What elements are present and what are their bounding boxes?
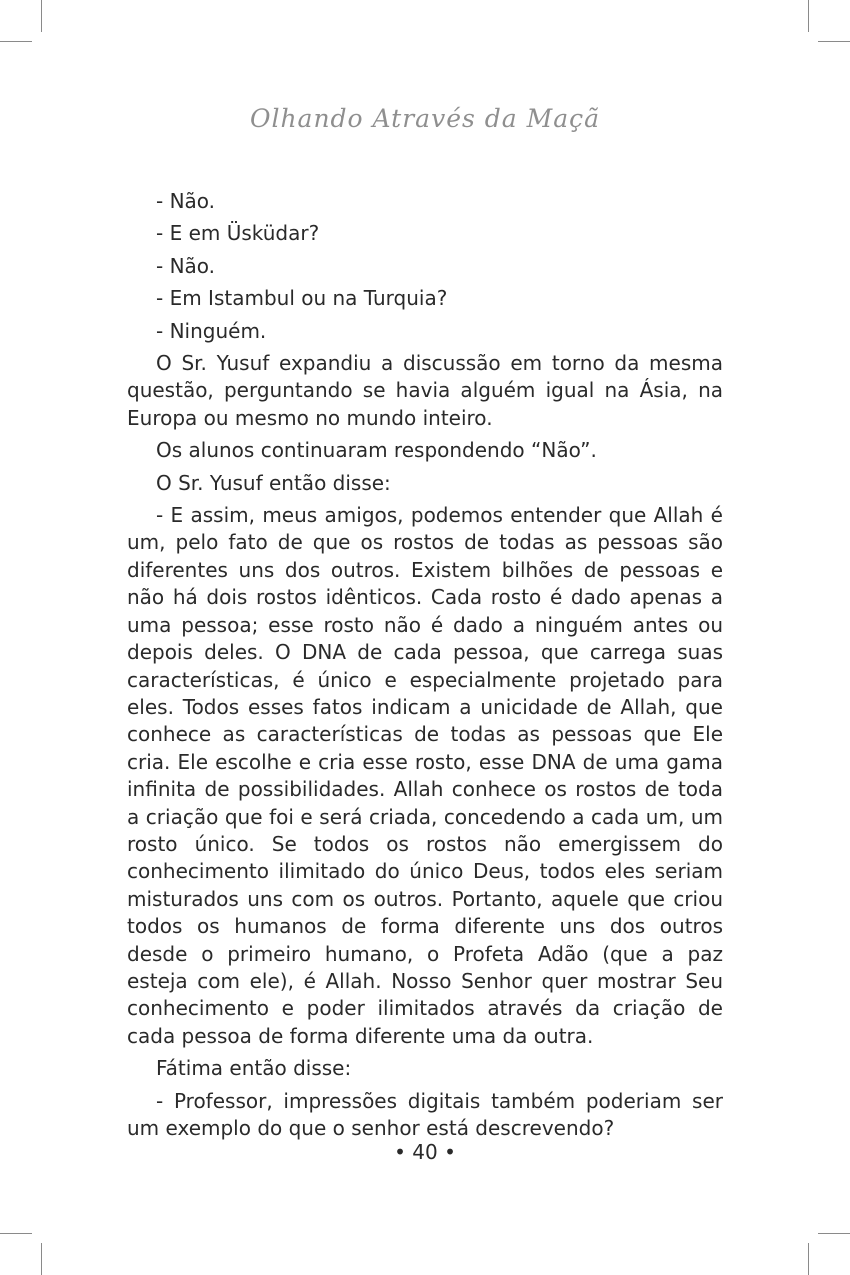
- crop-mark-bottom-right-horizontal: [818, 1233, 850, 1234]
- dialogue-line: - Não.: [156, 253, 216, 278]
- crop-mark-bottom-left-horizontal: [0, 1233, 32, 1234]
- crop-mark-top-right-vertical: [808, 0, 809, 32]
- crop-mark-bottom-right-vertical: [808, 1243, 809, 1275]
- dialogue-line: - Não.: [156, 189, 216, 213]
- dialogue-line: - Em Istambul ou na Turquia?: [156, 286, 448, 311]
- crop-mark-top-left-horizontal: [0, 41, 32, 42]
- paragraph: - E assim, meus amigos, podemos entender que Allah é um, pelo fato de que os rostos de todas as pessoas são diferentes uns dos outros. Existem bilhões de pessoas e não há dois rostos idênticos. Cada rosto é dado apenas a uma pessoa; esse rosto não é dado a ninguém antes ou depois deles. O DNA de cada pessoa, que carrega suas características, é único e especialmente projetado para eles. Todos esses fatos indicam a unicidade de Allah, que conhece as características de todas as pessoas que Ele cria. Ele escolhe e cria esse rosto, esse DNA de uma gama infinita de possibilidades. Allah conhece os rostos de toda a criação que foi e será criada, concedendo a cada um, um rosto único. Se todos os rostos não emergissem do conhecimento ilimitado do único Deus, todos eles seriam misturados uns com os outros. Portanto, aquele que criou todos os humanos de forma diferente uns dos outros desde o primeiro humano, o Profeta Adão (que a paz esteja com ele), é Allah. Nosso Senhor quer mostrar Seu conhecimento e poder ilimitados através da criação de cada pessoa de forma diferente uma da outra.: [127, 503, 723, 1048]
- crop-mark-top-left-vertical: [41, 0, 42, 32]
- dialogue-line: - E em Üsküdar?: [156, 221, 320, 246]
- paragraph: - Professor, impressões digitais também poderiam ser um exemplo do que o senhor está descrevendo?: [127, 1088, 723, 1140]
- paragraph: O Sr. Yusuf então disse:: [156, 470, 391, 495]
- crop-mark-top-right-horizontal: [818, 41, 850, 42]
- body-text: [127, 188, 723, 1147]
- paragraph: Fátima então disse:: [156, 1056, 352, 1081]
- paragraph: O Sr. Yusuf expandiu a discussão em torno da mesma questão, perguntando se havia alguém igual na Ásia, na Europa ou mesmo no mundo inteiro.: [127, 351, 723, 430]
- paragraph: Os alunos continuaram respondendo “Não”.: [156, 438, 597, 463]
- page-number: • 40 •: [394, 1140, 456, 1164]
- running-head: Olhando Através da Maçã: [249, 104, 601, 133]
- dialogue-line: - Ninguém.: [156, 318, 267, 343]
- crop-mark-bottom-left-vertical: [41, 1243, 42, 1275]
